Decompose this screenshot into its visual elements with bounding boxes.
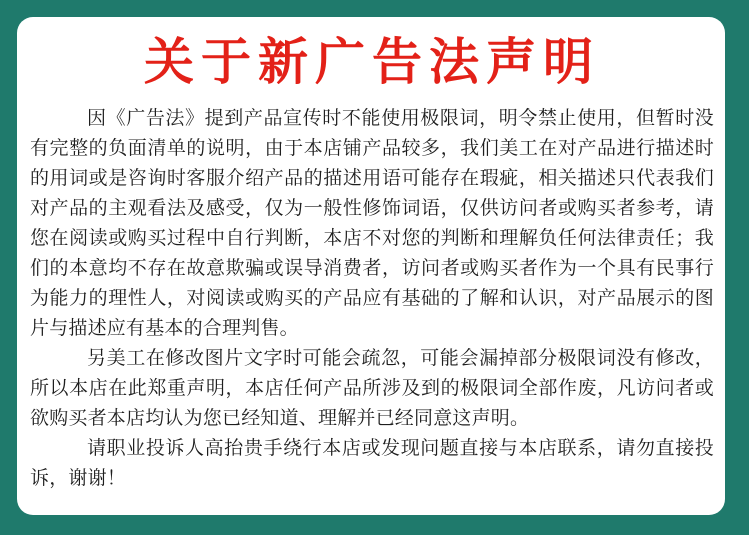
disclaimer-card <box>17 17 725 515</box>
notice-paragraph-2: 另美工在修改图片文字时可能会疏忽，可能会漏掉部分极限词没有修改，所以本店在此郑重声明，本店任何产品所涉及到的极限词全部作废，凡访问者或欲购买者本店均认为您已经知道、理解并已经同意这声明。 <box>30 348 714 429</box>
notice-title: 关于新广告法声明 <box>144 34 600 90</box>
notice-paragraph-1: 因《广告法》提到产品宣传时不能使用极限词，明令禁止使用，但暂时没有完整的负面清单的说明，由于本店铺产品较多，我们美工在对产品进行描述时的用词或是咨询时客服介绍产品的描述用语可能存在瑕疵，相关描述只代表我们对产品的主观看法及感受，仅为一般性修饰词语，仅供访问者或购买者参考，请您在阅读或购买过程中自行判断，本店不对您的判断和理解负任何法律责任；我们的本意均不存在故意欺骗或误导消费者，访问者或购买者作为一个具有民事行为能力的理性人，对阅读或购买的产品应有基础的了解和认识，对产品展示的图片与描述应有基本的合理判售。 <box>30 108 714 339</box>
notice-body <box>30 104 714 494</box>
notice-paragraph-3: 请职业投诉人高抬贵手绕行本店或发现问题直接与本店联系，请勿直接投诉，谢谢！ <box>30 438 714 489</box>
